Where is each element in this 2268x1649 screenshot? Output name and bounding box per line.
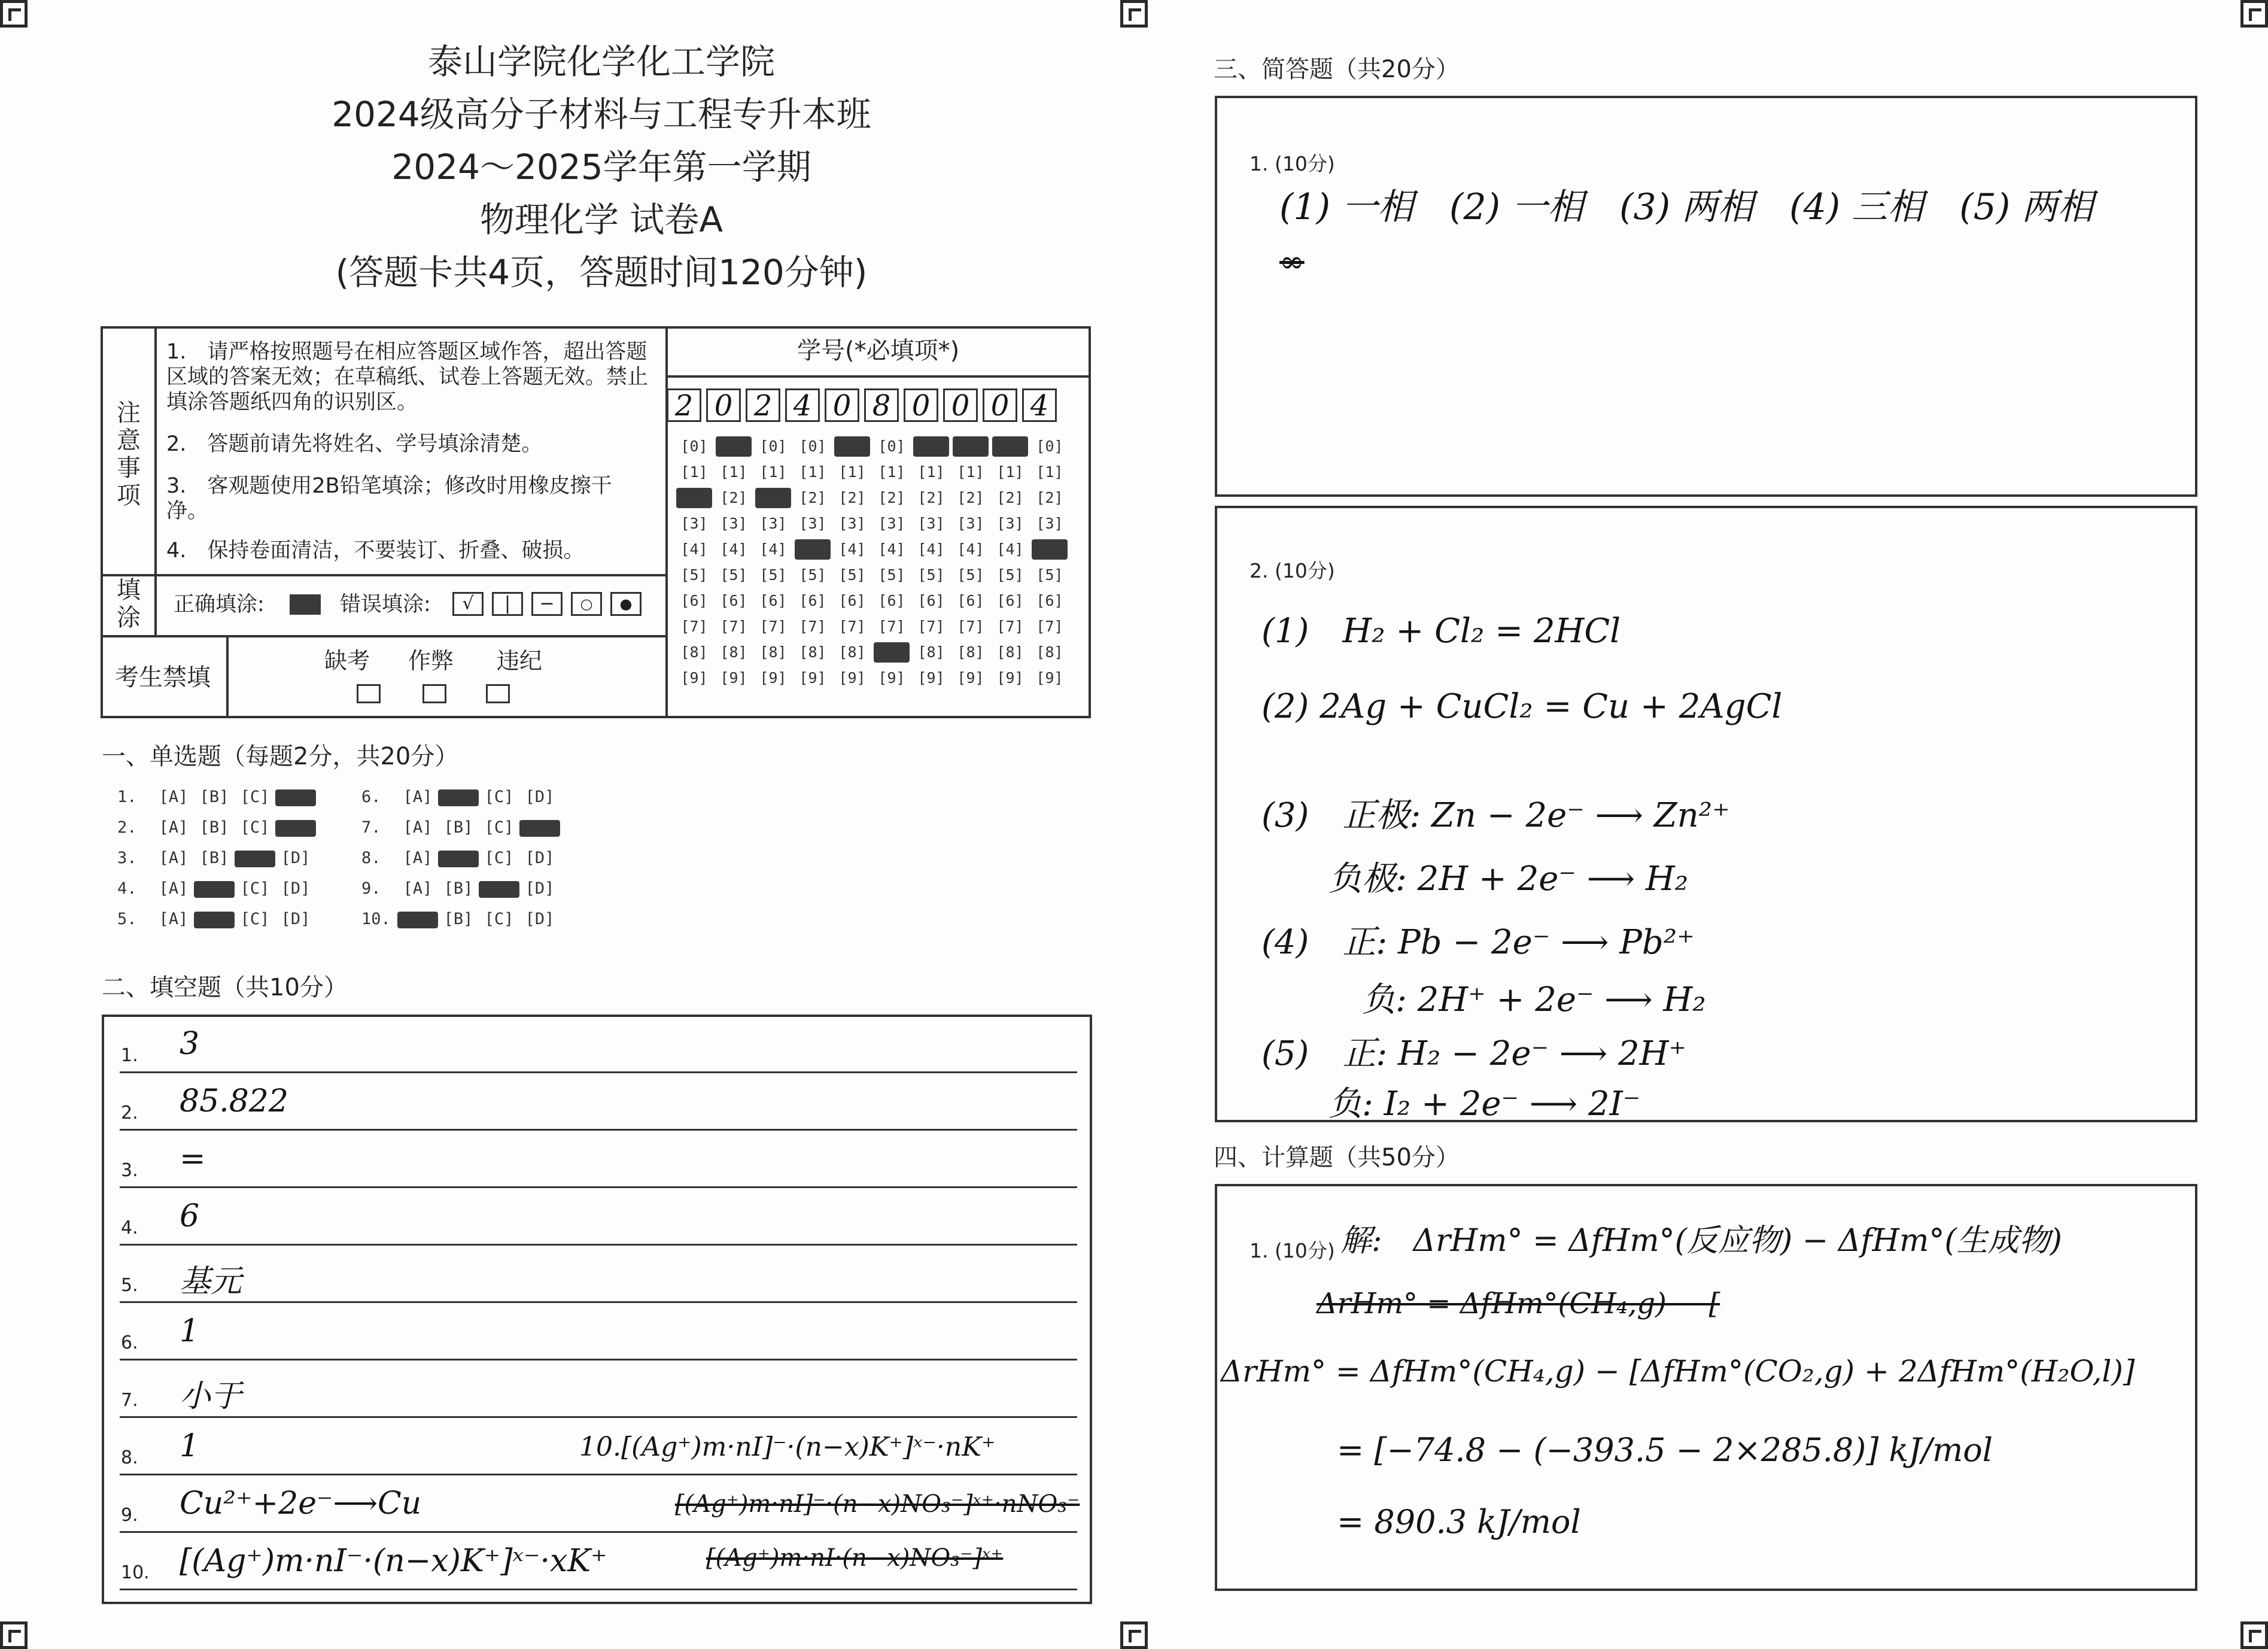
student-id-bubble[interactable]: [9]: [720, 669, 747, 687]
mc-option-c[interactable]: [C]: [484, 818, 514, 837]
notice-item-4: 4. 保持卷面清洁，不要装订、折叠、破损。: [166, 539, 585, 563]
student-id-digit-10: 4: [1022, 388, 1057, 422]
student-id-bubble[interactable]: [7]: [1036, 618, 1063, 635]
short-answer-1-box: [1215, 96, 2197, 497]
mc-option-d[interactable]: [519, 820, 560, 837]
student-id-bubble[interactable]: [1]: [759, 463, 787, 481]
student-id-bubble[interactable]: [1]: [957, 463, 984, 481]
student-id-bubble[interactable]: [9]: [917, 669, 945, 687]
semester-title: 2024～2025学年第一学期: [391, 147, 811, 187]
correct-fill-sample: [290, 594, 321, 615]
student-id-digit-1: 2: [667, 388, 701, 422]
blank-underline: [120, 1244, 1077, 1246]
student-id-bubble[interactable]: [3]: [1036, 515, 1063, 532]
mc-option-c[interactable]: [C]: [484, 788, 514, 806]
blank-underline: [120, 1416, 1077, 1418]
student-id-bubble[interactable]: [7]: [720, 618, 747, 635]
mc-option-a[interactable]: [A]: [403, 879, 433, 898]
short-answer-2-line-2: (2) 2Ag + CuCl₂ = Cu + 2AgCl: [1261, 687, 1783, 726]
blank-underline: [120, 1474, 1077, 1475]
forbid-violation-label: 违纪: [497, 648, 543, 674]
student-id-bubble[interactable]: [7]: [799, 618, 826, 635]
short-answer-2-line-1: (1) H₂ + Cl₂ = 2HCl: [1261, 612, 1621, 651]
mc-option-b[interactable]: [194, 881, 235, 898]
mc-option-c[interactable]: [235, 851, 275, 867]
section-2-title: 二、填空题（共10分）: [102, 974, 348, 1001]
student-id-bubble[interactable]: [8]: [680, 643, 708, 661]
student-id-bubble[interactable]: [953, 436, 989, 457]
student-id-bubble[interactable]: [2]: [838, 489, 866, 506]
corner-marker-bottom-right: [2240, 1621, 2268, 1649]
student-id-bubble[interactable]: [4]: [917, 540, 945, 558]
student-id-bubble[interactable]: [9]: [799, 669, 826, 687]
student-id-bubble[interactable]: [5]: [996, 566, 1024, 584]
blank-number-5: 5.: [121, 1275, 138, 1296]
blank-answer-10: [(Ag⁺)m·nI⁻·(n−x)K⁺]ˣ⁻·xK⁺: [180, 1543, 607, 1579]
calculation-1-label: 1. (10分): [1249, 1239, 1335, 1262]
section-1-title: 一、单选题（每题2分，共20分）: [102, 743, 459, 770]
mc-question-number: 4.: [117, 879, 137, 898]
blank-answer-6: 1: [180, 1313, 200, 1349]
student-id-bubble[interactable]: [0]: [1036, 438, 1063, 455]
divider: [665, 375, 1091, 378]
divider: [154, 574, 157, 635]
student-id-bubble[interactable]: [2]: [957, 489, 984, 506]
student-id-bubble[interactable]: [2]: [799, 489, 826, 506]
mc-option-d[interactable]: [D]: [525, 788, 555, 806]
student-id-bubble[interactable]: [1032, 539, 1068, 560]
student-id-bubble[interactable]: [5]: [720, 566, 747, 584]
calculation-line-5: = 890.3 kJ/mol: [1305, 1503, 1581, 1541]
class-title: 2024级高分子材料与工程专升本班: [332, 94, 871, 135]
student-id-digit-6: 8: [864, 388, 899, 422]
mc-option-a[interactable]: [A]: [403, 849, 433, 867]
mc-question-number: 8.: [361, 849, 381, 867]
blank-number-1: 1.: [121, 1045, 138, 1066]
student-id-bubble[interactable]: [7]: [878, 618, 905, 635]
blank-answer-5: 基元: [180, 1264, 242, 1299]
student-id-bubble[interactable]: [8]: [917, 643, 945, 661]
corner-marker-bottom-left: [0, 1621, 28, 1649]
student-id-bubble[interactable]: [874, 642, 910, 663]
divider: [226, 635, 229, 718]
mc-option-d[interactable]: [D]: [281, 849, 311, 867]
student-id-bubble[interactable]: [2]: [720, 489, 747, 506]
mc-question-10: [361, 910, 560, 928]
student-id-bubble[interactable]: [8]: [799, 643, 826, 661]
student-id-bubble[interactable]: [6]: [878, 592, 905, 609]
student-id-bubble[interactable]: [5]: [917, 566, 945, 584]
student-id-bubble[interactable]: [6]: [996, 592, 1024, 609]
student-id-digit-7: 0: [904, 388, 938, 422]
student-id-digit-3: 2: [746, 388, 780, 422]
blank-underline: [120, 1129, 1077, 1131]
divider: [103, 574, 665, 576]
student-id-bubble[interactable]: [7]: [680, 618, 708, 635]
mc-option-b[interactable]: [438, 851, 479, 867]
student-id-bubble[interactable]: [8]: [759, 643, 787, 661]
calculation-line-3: ΔrHm° = ΔfHm°(CH₄,g) − [ΔfHm°(CO₂,g) + 2ΔfHm°(H₂O,l)]: [1221, 1354, 2135, 1389]
divider: [154, 329, 157, 574]
wrong-mark-dot: ●: [610, 592, 642, 616]
blank-underline: [120, 1359, 1077, 1360]
student-id-digit-2: 0: [706, 388, 741, 422]
calculation-line-1: 解: ΔrHm° = ΔfHm°(反应物) − ΔfHm°(生成物): [1340, 1223, 2062, 1259]
wrong-mark-bar: |: [492, 592, 523, 616]
mc-option-d[interactable]: [D]: [281, 879, 311, 898]
student-id-bubble[interactable]: [1]: [996, 463, 1024, 481]
mc-option-d[interactable]: [275, 789, 316, 806]
student-id-digit-5: 0: [825, 388, 859, 422]
short-answer-1-label: 1. (10分): [1249, 152, 1335, 175]
student-id-bubble[interactable]: [8]: [1036, 643, 1063, 661]
student-id-bubble[interactable]: [5]: [759, 566, 787, 584]
mc-option-d[interactable]: [D]: [281, 910, 311, 928]
wrong-fill-label: 错误填涂:: [340, 593, 431, 617]
mc-question-number: 6.: [361, 788, 381, 806]
forbid-cheat-label: 作弊: [408, 648, 454, 674]
forbid-absent-label: 缺考: [324, 648, 370, 674]
student-id-bubble[interactable]: [7]: [838, 618, 866, 635]
student-id-bubble[interactable]: [5]: [957, 566, 984, 584]
forbid-cheat-box[interactable]: [422, 684, 446, 703]
student-id-bubble[interactable]: [1]: [1036, 463, 1063, 481]
student-id-bubble[interactable]: [2]: [996, 489, 1024, 506]
blank-number-3: 3.: [121, 1160, 138, 1181]
student-id-bubble[interactable]: [834, 436, 870, 457]
student-id-bubble[interactable]: [9]: [759, 669, 787, 687]
mc-question-number: 3.: [117, 849, 137, 867]
short-answer-2-line-8: 负: I₂ + 2e⁻ ⟶ 2I⁻: [1261, 1085, 1641, 1123]
student-id-label: 学号(*必填项*): [797, 337, 960, 365]
student-id-bubble[interactable]: [2]: [917, 489, 945, 506]
notice-item-3: 3. 客观题使用2B铅笔填涂；修改时用橡皮擦干净。: [166, 474, 612, 523]
correct-fill-label: 正确填涂:: [174, 593, 265, 617]
student-id-bubble[interactable]: [4]: [878, 540, 905, 558]
mc-option-a[interactable]: [A]: [159, 788, 189, 806]
student-id-bubble[interactable]: [0]: [878, 438, 905, 455]
student-id-bubble[interactable]: [9]: [680, 669, 708, 687]
student-id-bubble[interactable]: [0]: [680, 438, 708, 455]
mc-option-b[interactable]: [B]: [199, 818, 229, 837]
school-title: 泰山学院化学化工学院: [427, 41, 775, 82]
mc-question-4: [117, 879, 316, 898]
student-id-bubble[interactable]: [992, 436, 1028, 457]
student-id-bubble[interactable]: [6]: [680, 592, 708, 609]
blank-answer-7: 小于: [180, 1378, 242, 1414]
student-id-bubble[interactable]: [8]: [957, 643, 984, 661]
forbid-violation-box[interactable]: [486, 684, 510, 703]
blank-number-4: 4.: [121, 1217, 138, 1238]
mc-option-a[interactable]: [A]: [159, 818, 189, 837]
student-id-bubble[interactable]: [6]: [799, 592, 826, 609]
mc-option-c[interactable]: [C]: [484, 849, 514, 867]
blank-answer-2: 85.822: [180, 1083, 288, 1119]
mc-question-2: [117, 818, 316, 837]
short-answer-2-label: 2. (10分): [1249, 559, 1335, 582]
student-id-bubble[interactable]: [913, 436, 949, 457]
mc-option-a[interactable]: [A]: [159, 849, 189, 867]
student-id-digit-8: 0: [943, 388, 978, 422]
mc-option-b[interactable]: [B]: [443, 818, 473, 837]
student-id-bubble[interactable]: [1]: [878, 463, 905, 481]
student-id-bubble[interactable]: [6]: [720, 592, 747, 609]
student-id-bubble[interactable]: [5]: [878, 566, 905, 584]
student-id-bubble[interactable]: [2]: [878, 489, 905, 506]
corner-marker-bottom-center: [1120, 1621, 1148, 1649]
mc-question-number: 1.: [117, 788, 137, 806]
student-id-bubble[interactable]: [4]: [996, 540, 1024, 558]
student-id-bubble[interactable]: [1]: [917, 463, 945, 481]
mc-option-c[interactable]: [C]: [240, 788, 270, 806]
student-id-bubble[interactable]: [4]: [838, 540, 866, 558]
mc-question-8: [361, 849, 560, 867]
short-answer-2-line-3: (3) 正极: Zn − 2e⁻ ⟶ Zn²⁺: [1261, 796, 1730, 835]
student-id-bubble[interactable]: [3]: [720, 515, 747, 532]
wrong-mark-check: √: [452, 592, 484, 616]
calculation-line-2: ΔrHm° = ΔfHm°(CH₄,g) − [: [1317, 1287, 1720, 1320]
student-id-bubble[interactable]: [0]: [759, 438, 787, 455]
section-3-title: 三、简答题（共20分）: [1214, 56, 1460, 83]
student-id-digit-4: 4: [785, 388, 820, 422]
short-answer-1-scribble: ∞: [1279, 244, 1305, 279]
student-id-bubble[interactable]: [7]: [917, 618, 945, 635]
student-id-bubble[interactable]: [8]: [720, 643, 747, 661]
fill-label: 填涂: [117, 576, 141, 631]
mc-option-b[interactable]: [B]: [199, 788, 229, 806]
mc-question-number: 5.: [117, 910, 137, 928]
student-id-bubble[interactable]: [1]: [799, 463, 826, 481]
blank-answer-8: 1: [180, 1428, 200, 1464]
mc-option-a[interactable]: [A]: [159, 879, 189, 898]
mc-question-1: [117, 788, 316, 806]
mc-option-c[interactable]: [479, 881, 519, 898]
notice-item-2: 2. 答题前请先将姓名、学号填涂清楚。: [166, 432, 543, 456]
student-id-bubble[interactable]: [1]: [720, 463, 747, 481]
student-id-bubble[interactable]: [795, 539, 831, 560]
mc-option-c[interactable]: [C]: [240, 818, 270, 837]
wrong-mark-dash: −: [531, 592, 563, 616]
mc-option-c[interactable]: [C]: [240, 910, 270, 928]
student-id-bubble[interactable]: [3]: [917, 515, 945, 532]
blank-number-7: 7.: [121, 1390, 138, 1411]
wrong-fill-samples: [452, 592, 642, 616]
blank-underline: [120, 1301, 1077, 1303]
blank-10-side-note: 10.[(Ag⁺)m·nI]⁻·(n−x)K⁺]ˣ⁻·nK⁺: [579, 1432, 996, 1462]
student-id-bubble[interactable]: [6]: [917, 592, 945, 609]
student-id-bubble[interactable]: [3]: [838, 515, 866, 532]
divider: [665, 329, 668, 718]
section-4-title: 四、计算题（共50分）: [1214, 1144, 1460, 1171]
student-id-bubble[interactable]: [5]: [680, 566, 708, 584]
mc-question-number: 10.: [361, 910, 391, 928]
student-id-bubble[interactable]: [5]: [799, 566, 826, 584]
student-id-bubble[interactable]: [6]: [957, 592, 984, 609]
student-id-bubble[interactable]: [3]: [799, 515, 826, 532]
student-id-bubble[interactable]: [9]: [878, 669, 905, 687]
mc-option-a[interactable]: [397, 912, 438, 928]
student-id-bubble[interactable]: [716, 436, 752, 457]
short-answer-2-line-6: 负: 2H⁺ + 2e⁻ ⟶ H₂: [1261, 980, 1706, 1019]
mc-option-d[interactable]: [275, 820, 316, 837]
student-id-digit-9: 0: [983, 388, 1017, 422]
corner-marker-top-left: [0, 0, 28, 28]
corner-marker-top-center: [1120, 0, 1148, 28]
blank-underline: [120, 1531, 1077, 1533]
mc-question-number: 7.: [361, 818, 381, 837]
divider: [103, 635, 665, 637]
mc-option-b[interactable]: [B]: [443, 879, 473, 898]
student-id-bubble[interactable]: [755, 488, 791, 508]
blank-answer-4: 6: [180, 1198, 200, 1234]
student-id-bubble[interactable]: [3]: [680, 515, 708, 532]
student-id-bubble[interactable]: [7]: [759, 618, 787, 635]
blank-number-2: 2.: [121, 1103, 138, 1123]
student-id-bubble[interactable]: [5]: [1036, 566, 1063, 584]
student-id-bubble[interactable]: [3]: [996, 515, 1024, 532]
blank-number-10: 10.: [121, 1562, 150, 1583]
mc-question-7: [361, 818, 560, 837]
short-answer-1-text: (1) 一相 (2) 一相 (3) 两相 (4) 三相 (5) 两相: [1279, 186, 2094, 228]
mc-question-3: [117, 849, 316, 867]
corner-marker-top-right: [2240, 0, 2268, 28]
mc-option-a[interactable]: [A]: [159, 910, 189, 928]
mc-option-b[interactable]: [B]: [443, 910, 473, 928]
blank-10-struck-answer: [(Ag⁺)m·nI·(n−x)NO₃⁻]ˣ⁺: [706, 1544, 1004, 1572]
mc-option-d[interactable]: [D]: [525, 879, 555, 898]
blank-underline: [120, 1186, 1077, 1188]
student-id-bubble[interactable]: [9]: [1036, 669, 1063, 687]
forbid-label: 考生禁填: [115, 664, 211, 691]
student-id-bubble[interactable]: [9]: [996, 669, 1024, 687]
mc-question-number: 2.: [117, 818, 137, 837]
short-answer-2-line-5: (4) 正: Pb − 2e⁻ ⟶ Pb²⁺: [1261, 923, 1695, 962]
calculation-line-4: = [−74.8 − (−393.5 − 2×285.8)] kJ/mol: [1305, 1431, 1993, 1469]
student-id-bubble[interactable]: [2]: [1036, 489, 1063, 506]
blank-number-6: 6.: [121, 1332, 138, 1353]
student-id-bubble[interactable]: [9]: [957, 669, 984, 687]
student-id-bubble[interactable]: [3]: [759, 515, 787, 532]
student-id-bubble[interactable]: [6]: [838, 592, 866, 609]
mc-option-b[interactable]: [438, 789, 479, 806]
student-id-bubble[interactable]: [1]: [680, 463, 708, 481]
student-id-bubble[interactable]: [8]: [996, 643, 1024, 661]
student-id-bubble[interactable]: [0]: [799, 438, 826, 455]
exam-info: (答题卡共4页，答题时间120分钟): [335, 252, 868, 293]
student-id-bubble[interactable]: [6]: [1036, 592, 1063, 609]
blank-answer-9: Cu²⁺+2e⁻⟶Cu: [180, 1486, 422, 1522]
wrong-mark-circle: ○: [571, 592, 602, 616]
notice-label: 注意事项: [117, 399, 141, 509]
student-id-bubble[interactable]: [4]: [680, 540, 708, 558]
student-id-bubble[interactable]: [3]: [957, 515, 984, 532]
student-id-bubble[interactable]: [1]: [838, 463, 866, 481]
student-id-bubble[interactable]: [676, 488, 712, 508]
blank-answer-1: 3: [180, 1026, 200, 1062]
notice-table: [101, 326, 1091, 718]
mc-option-b[interactable]: [B]: [199, 849, 229, 867]
student-id-bubble[interactable]: [7]: [996, 618, 1024, 635]
mc-option-d[interactable]: [D]: [525, 849, 555, 867]
blank-number-9: 9.: [121, 1505, 138, 1526]
blank-underline: [120, 1589, 1077, 1590]
mc-question-5: [117, 910, 316, 928]
mc-question-number: 9.: [361, 879, 381, 898]
exam-title: 物理化学 试卷A: [479, 199, 723, 240]
short-answer-2-line-7: (5) 正: H₂ − 2e⁻ ⟶ 2H⁺: [1261, 1034, 1687, 1073]
student-id-bubble[interactable]: [7]: [957, 618, 984, 635]
forbid-absent-box[interactable]: [357, 684, 381, 703]
student-id-bubble[interactable]: [3]: [878, 515, 905, 532]
student-id-bubble[interactable]: [6]: [759, 592, 787, 609]
student-id-bubble[interactable]: [8]: [838, 643, 866, 661]
mc-option-d[interactable]: [D]: [525, 910, 555, 928]
blank-answer-3: =: [180, 1141, 206, 1177]
mc-option-a[interactable]: [A]: [403, 818, 433, 837]
mc-option-a[interactable]: [A]: [403, 788, 433, 806]
mc-question-9: [361, 879, 560, 898]
blank-9-struck-answer: [(Ag⁺)m·nI]⁻·(n−x)NO₃⁻]ˣ⁺·nNO₃⁻: [675, 1490, 1080, 1518]
blank-underline: [120, 1071, 1077, 1073]
mc-option-c[interactable]: [C]: [240, 879, 270, 898]
mc-option-c[interactable]: [C]: [484, 910, 514, 928]
mc-option-b[interactable]: [194, 912, 235, 928]
notice-item-1: 1. 请严格按照题号在相应答题区域作答，超出答题区域的答案无效；在草稿纸、试卷上答题无效。禁止填涂答题纸四角的识别区。: [166, 340, 649, 414]
blank-number-8: 8.: [121, 1447, 138, 1468]
student-id-bubble[interactable]: [5]: [838, 566, 866, 584]
student-id-bubble[interactable]: [9]: [838, 669, 866, 687]
student-id-bubble[interactable]: [4]: [720, 540, 747, 558]
mc-question-6: [361, 788, 560, 806]
student-id-bubble[interactable]: [4]: [957, 540, 984, 558]
student-id-bubble[interactable]: [4]: [759, 540, 787, 558]
short-answer-2-line-4: 负极: 2H + 2e⁻ ⟶ H₂: [1261, 860, 1689, 898]
